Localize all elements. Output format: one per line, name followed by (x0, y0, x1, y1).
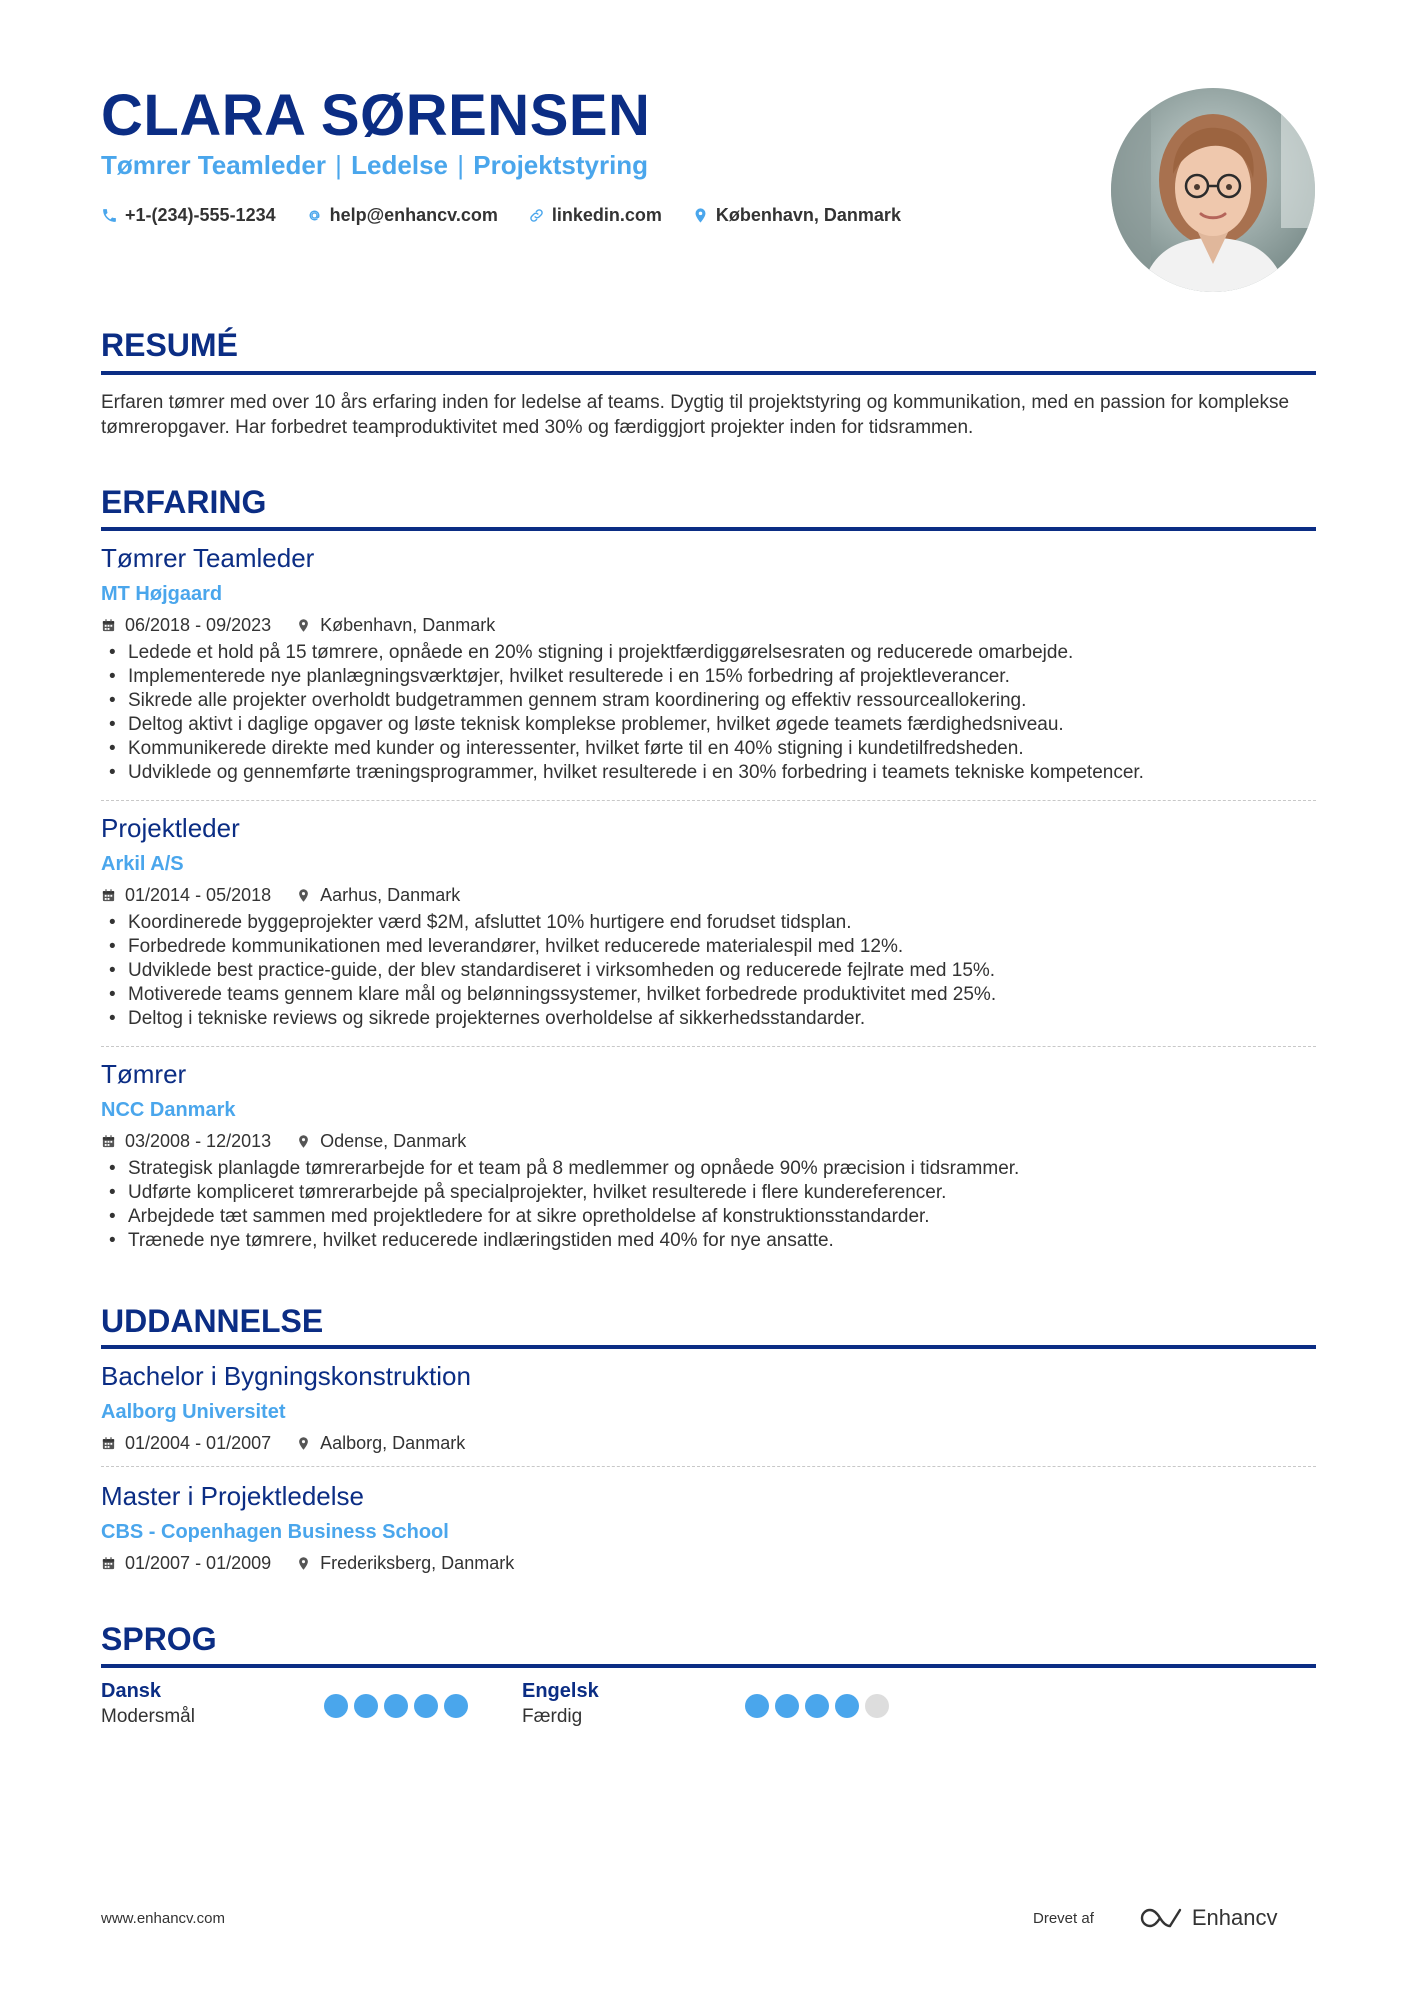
company-name: MT Højgaard (101, 583, 223, 605)
contact-linkedin[interactable] (528, 205, 662, 226)
degree-title: Bachelor i Bygningskonstruktion (101, 1361, 471, 1391)
section-title-summary: RESUMÉ (101, 327, 238, 363)
at-icon (306, 207, 323, 224)
company-name: NCC Danmark (101, 1099, 236, 1121)
list-item: • Udviklede og gennemførte træningsprogrammer, hvilket resulterede i en 30% forbedring i teamets tekniske kompetencer. (101, 761, 1316, 785)
headline-skill-1: Ledelse (351, 150, 448, 180)
location-pin-icon (692, 207, 709, 224)
rating-dot-filled (414, 1694, 438, 1718)
job-location-text: København, Danmark (320, 615, 496, 635)
job-location (296, 615, 495, 636)
calendar-icon (101, 618, 116, 633)
job-meta (101, 615, 495, 636)
language-rating (324, 1694, 474, 1718)
section-rule (101, 527, 1316, 531)
section-title-experience: ERFARING (101, 484, 267, 520)
job-title: Projektleder (101, 813, 240, 843)
candidate-name: CLARA SØRENSEN (101, 83, 651, 148)
job-location-text: Odense, Danmark (320, 1131, 467, 1151)
school-name: CBS - Copenhagen Business School (101, 1521, 449, 1543)
contact-location (692, 205, 901, 226)
education-meta (101, 1433, 465, 1454)
headline-separator: | (457, 150, 464, 180)
calendar-icon (101, 888, 116, 903)
education-location (296, 1433, 465, 1454)
rating-dot-filled (805, 1694, 829, 1718)
education-location-text: Frederiksberg, Danmark (320, 1553, 515, 1573)
company-name: Arkil A/S (101, 853, 184, 875)
job-dates: 03/2008 - 12/2013 (125, 1131, 272, 1151)
job-meta (101, 885, 460, 906)
job-location-text: Aarhus, Danmark (320, 885, 461, 905)
section-title-languages: SPROG (101, 1621, 217, 1657)
rating-dot-filled (835, 1694, 859, 1718)
brand-logo[interactable] (1140, 1905, 1278, 1931)
education-dates: 01/2007 - 01/2009 (125, 1553, 272, 1573)
job-bullets (101, 641, 1316, 785)
contact-phone[interactable] (101, 205, 276, 226)
footer-url[interactable]: www.enhancv.com (101, 1910, 225, 1927)
degree-title: Master i Projektledelse (101, 1481, 364, 1511)
section-rule (101, 371, 1316, 375)
list-item: • Implementerede nye planlægningsværktøjer, hvilket resulterede i en 15% forbedring af projektleverancer. (101, 665, 1316, 689)
list-item: • Udviklede best practice-guide, der blev standardiseret i virksomheden og reducerede fejlrate med 15%. (101, 959, 1316, 983)
job-title: Tømrer Teamleder (101, 543, 315, 573)
rating-dot-filled (354, 1694, 378, 1718)
headline-skill-2: Projektstyring (473, 150, 649, 180)
contact-email[interactable] (306, 205, 498, 226)
job-dates: 01/2014 - 05/2018 (125, 885, 272, 905)
job-location (296, 885, 460, 906)
link-icon (528, 207, 545, 224)
section-rule (101, 1345, 1316, 1349)
profile-photo (1111, 88, 1315, 292)
education-location-text: Aalborg, Danmark (320, 1433, 466, 1453)
entry-divider (101, 800, 1316, 801)
rating-dot-filled (745, 1694, 769, 1718)
powered-by-text: Drevet af (1033, 1909, 1094, 1927)
language-rating (745, 1694, 895, 1718)
list-item: • Motiverede teams gennem klare mål og belønningssystemer, hvilket forbedrede produktivitet med 25%. (101, 983, 1316, 1007)
list-item: • Strategisk planlagde tømrerarbejde for et team på 8 medlemmer og opnåede 90% præcision i tidsrammer. (101, 1157, 1316, 1181)
list-item: • Deltog i tekniske reviews og sikrede projekternes overholdelse af sikkerhedsstandarder. (101, 1007, 1316, 1031)
language-level: Modersmål (101, 1706, 195, 1727)
job-location (296, 1131, 466, 1152)
language-name: Dansk (101, 1680, 162, 1702)
school-name: Aalborg Universitet (101, 1401, 286, 1423)
headline-role: Tømrer Teamleder (101, 150, 326, 180)
headline-separator: | (335, 150, 342, 180)
calendar-icon (101, 1436, 116, 1451)
rating-dot-empty (865, 1694, 889, 1718)
job-bullets (101, 911, 1316, 1031)
language-level: Færdig (522, 1706, 583, 1727)
phone-icon (101, 207, 118, 224)
email-address: help@enhancv.com (329, 205, 498, 225)
list-item: • Ledede et hold på 15 tømrere, opnåede en 20% stigning i projektfærdiggørelsesraten og reducerede omarbejde. (101, 641, 1316, 665)
rating-dot-filled (775, 1694, 799, 1718)
phone-number: +1-(234)-555-1234 (125, 205, 276, 225)
list-item: • Forbedrede kommunikationen med leverandører, hvilket reducerede materialespil med 12%. (101, 935, 1316, 959)
entry-divider (101, 1046, 1316, 1047)
headline (101, 150, 648, 181)
job-meta (101, 1131, 466, 1152)
rating-dot-filled (444, 1694, 468, 1718)
list-item: • Trænede nye tømrere, hvilket reducerede indlæringstiden med 40% for nye ansatte. (101, 1229, 1316, 1253)
job-title: Tømrer (101, 1059, 187, 1089)
section-title-education: UDDANNELSE (101, 1303, 324, 1339)
education-meta (101, 1553, 514, 1574)
footer-branding (1033, 1905, 1277, 1931)
list-item: • Arbejdede tæt sammen med projektledere for at sikre opretholdelse af konstruktionsstandarder. (101, 1205, 1316, 1229)
linkedin-link: linkedin.com (551, 205, 662, 225)
list-item: • Kommunikerede direkte med kunder og interessenter, hvilket førte til en 40% stigning i kundetilfredsheden. (101, 737, 1316, 761)
list-item: • Udførte kompliceret tømrerarbejde på specialprojekter, hvilket resulterede i flere kundereferencer. (101, 1181, 1316, 1205)
contact-bar (101, 205, 931, 226)
calendar-icon (101, 1556, 116, 1571)
brand-name: Enhancv (1191, 1905, 1278, 1930)
list-item: • Sikrede alle projekter overholdt budgetrammen gennem stram koordinering og effektiv ressourceallokering. (101, 689, 1316, 713)
education-dates: 01/2004 - 01/2007 (125, 1433, 272, 1453)
list-item: • Koordinerede byggeprojekter værd $2M, afsluttet 10% hurtigere end forudset tidsplan. (101, 911, 1316, 935)
section-rule (101, 1664, 1316, 1668)
location-pin-icon (296, 888, 311, 903)
job-bullets (101, 1157, 1316, 1253)
education-location (296, 1553, 514, 1574)
summary-text: Erfaren tømrer med over 10 års erfaring inden for ledelse af teams. Dygtig til projektstyring og kommunikation, med en passion for komplekse tømreropgaver. Har forbedret teamproduktivitet med 30% og færdiggjort projekter inden for tidsrammen. (101, 392, 1290, 438)
list-item: • Deltog aktivt i daglige opgaver og løste teknisk komplekse problemer, hvilket øgede teamets færdighedsniveau. (101, 713, 1316, 737)
rating-dot-filled (384, 1694, 408, 1718)
rating-dot-filled (324, 1694, 348, 1718)
language-name: Engelsk (522, 1680, 599, 1702)
job-dates: 06/2018 - 09/2023 (125, 615, 272, 635)
location-pin-icon (296, 618, 311, 633)
entry-divider (101, 1466, 1316, 1467)
location-pin-icon (296, 1134, 311, 1149)
enhancv-logo-icon (1140, 1906, 1184, 1930)
calendar-icon (101, 1134, 116, 1149)
location-pin-icon (296, 1436, 311, 1451)
location-pin-icon (296, 1556, 311, 1571)
location-text: København, Danmark (715, 205, 901, 225)
